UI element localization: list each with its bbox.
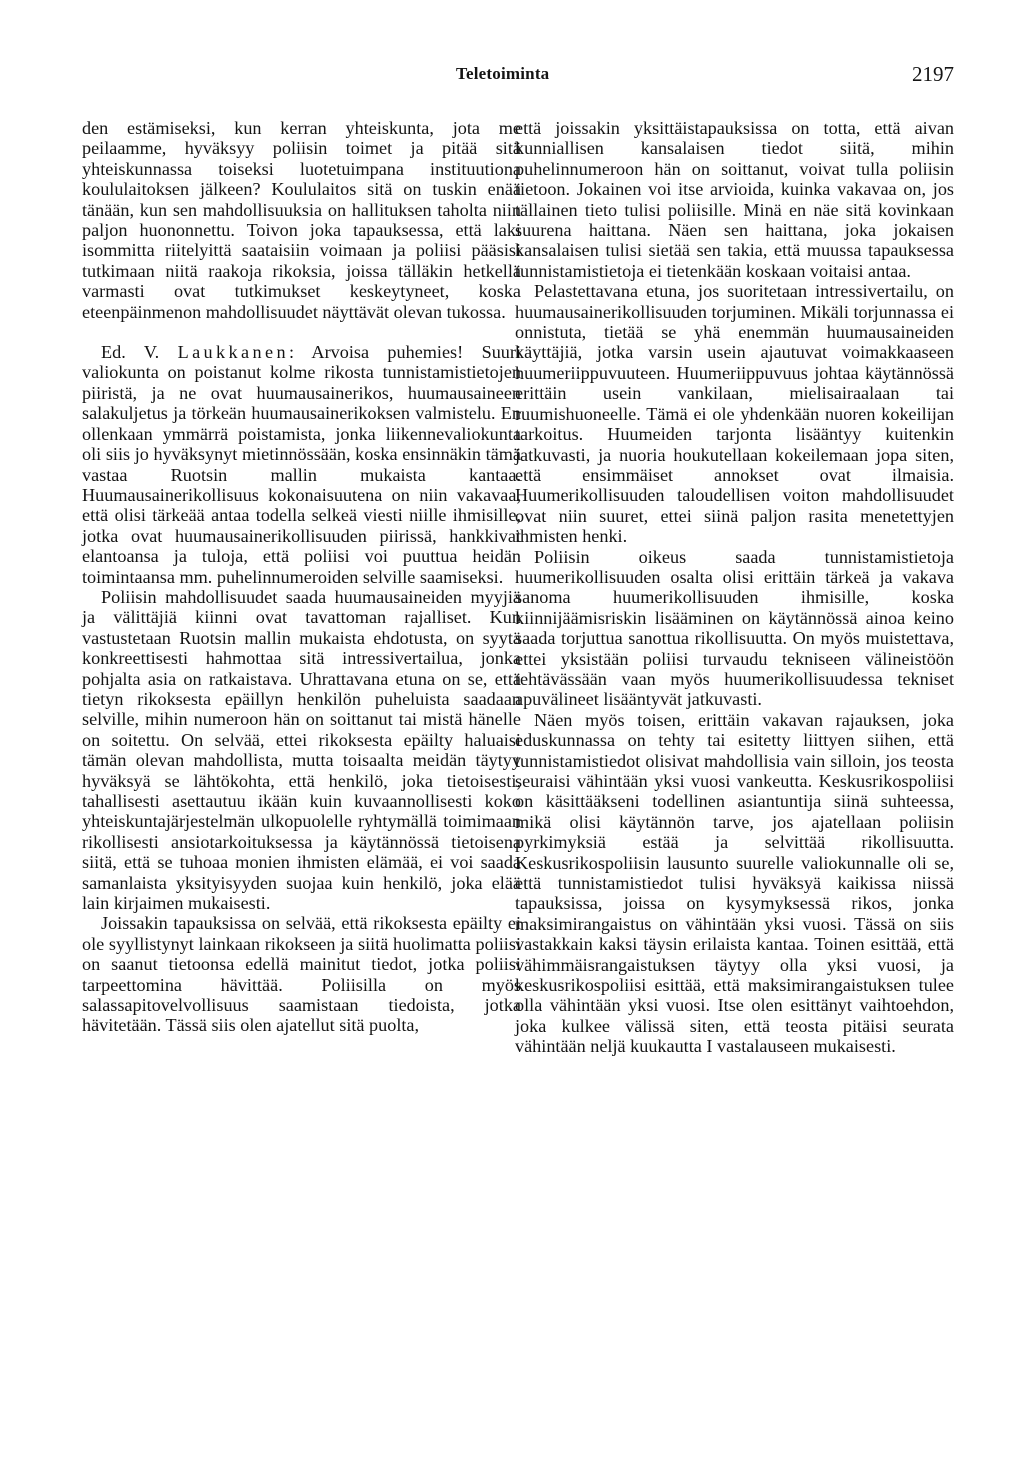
paragraph: Näen myös toisen, erittäin vakavan rajauksen, joka eduskunnassa on tehty tai esitetty liittyen siihen, että tunnistamistiedot olisivat mahdollisia vain silloin, jos teosta seuraisi vähintään yksi vuosi vankeutta. Keskusrikospoliisi on käsittääkseni todellinen asiantuntija siinä suhteessa, mikä olisi käytännön tarve, jos ajatellaan poliisin pyrkimyksiä estää ja selvittää rikollisuutta. Keskusrikospoliisin lausunto suurelle valiokunnalle oli se, että tunnistamistiedot tulisi hyväksyä kaikissa niissä tapauksissa, joissa on kysymyksessä rikos, jonka maksimirangaistus on vähintään yksi vuosi. Tässä on siis vastakkain kaksi täysin erilaista kantaa. Toinen esittää, että vähimmäisrangaistuksen täytyy olla yksi vuosi, ja keskusrikospoliisi esittää, että maksimirangaistuksen tulee olla vähintään yksi vuosi. Itse olen esittänyt vaihtoehdon, joka kulkee välissä siten, että teosta pitäisi seurata vähintään neljä kuukautta I vastalauseen mukaisesti. <box>515 709 954 1057</box>
left-column <box>82 118 521 1036</box>
page-number: 2197 <box>912 62 954 86</box>
speaker-prefix: Ed. V. <box>101 342 178 363</box>
running-header-title: Teletoiminta <box>456 64 550 83</box>
paragraph: Pelastettavana etuna, jos suoritetaan intressivertailu, on huumausainerikollisuuden torjuminen. Mikäli torjunnassa ei onnistuta, tietää se yhä enemmän huumausaineiden käyttäjiä, jotka varsin usein ajautuvat voimakkaaseen huumeriippuvuuteen. Huumeriippuvuus johtaa käytännössä erittäin usein vankilaan, mielisairaalaan tai ruumishuoneelle. Tämä ei ole yhdenkään nuoren kokeilijan tarkoitus. Huumeiden tarjonta lisääntyy kuitenkin jatkuvasti, ja nuoria houkutellaan kokeilemaan jopa siten, että ensimmäiset annokset ovat ilmaisia. Huumerikollisuuden taloudellisen voiton mahdollisuudet ovat niin suuret, ettei siinä paljon rasita menetettyjen ihmisten henki. <box>515 281 954 547</box>
speech-text: : Arvoisa puhemies! Suuri valiokunta on poistanut kolme rikosta tunnistamistietojen piiristä, ja ne ovat huumausainerikos, huumausaineen salakuljetus ja törkeän huumausainerikoksen valmistelu. En ollenkaan ymmärrä poistamista, jonka liikennevaliokunta oli siis jo hyväksynyt mietinnössään, koska ensinnäkin tämä vastaa Ruotsin mallin mukaista kantaa. Huumausainerikollisuus kokonaisuutena on niin vakavaa, että olisi tärkeää antaa todella selkeä viesti niille ihmisille, jotka ovat huumausainerikollisuuden piirissä, hankkivat elantoansa ja tuloja, että poliisi voi puuttua heidän toimintaansa mm. puhelinnumeroiden selville saamiseksi. <box>82 342 521 587</box>
speaker-paragraph <box>82 342 521 587</box>
paragraph: että joissakin yksittäistapauksissa on totta, että aivan kunniallisen kansalaisen tiedot siitä, mihin puhelinnumeroon hän on soittanut, voivat tulla poliisin tietoon. Jokainen voi itse arvioida, kuinka vakavaa on, jos tällainen tieto tulisi poliisille. Minä en näe sitä kovinkaan suurena haittana. Näen sen haittana, joka jokaisen kansalaisen tulisi sietää sen takia, että muussa tapauksessa tunnistamistietoja ei tietenkään koskaan voitaisi antaa. <box>515 118 954 281</box>
speaker-name: Laukkanen <box>177 342 289 363</box>
paragraph: Poliisin mahdollisuudet saada huumausaineiden myyjiä ja välittäjiä kiinni ovat tavattoman rajalliset. Kun vastustetaan Ruotsin mallin mukaista ehdotusta, on syytä konkreettisesti hahmottaa sitä intressivertailua, jonka pohjalta asia on ratkaistava. Uhrattavana etuna on se, että tietyn rikoksesta epäillyn henkilön puheluista saadaan selville, mihin numeroon hän on soittanut tai mistä hänelle on soitettu. On selvää, ettei rikoksesta epäilty haluaisi tämän olevan mahdollista, mutta toisaalta meidän täytyy hyväksyä se lähtökohta, että henkilö, joka tietoisesti, tahallisesti asettautuu ikään kuin kuvaannollisesti koko yhteiskuntajärjestelmän ulkopuolelle ryhtymällä toimimaan rikollisesti ansiotarkoituksessa ja käytännössä tietoisena siitä, että se tuhoaa monien ihmisten elämää, ei voi saada samanlaista yksityisyyden suojaa kuin henkilö, joka elää lain kirjaimen mukaisesti. <box>82 586 521 914</box>
paragraph: Poliisin oikeus saada tunnistamistietoja huumerikollisuuden osalta olisi erittäin tärkeä ja vakava sanoma huumerikollisuuden ihmisille, koska kiinnijäämisriskin lisääminen on käytännössä ainoa keino saada torjuttua sanottua rikollisuutta. On myös muistettava, ettei yksistään poliisi turvaudu tekniseen välineistöön tehtävässään vaan myös huumerikollisuudessa tekniset apuvälineet lisääntyvät jatkuvasti. <box>515 546 954 710</box>
paragraph: den estämiseksi, kun kerran yhteiskunta, jota me peilaamme, hyväksyy poliisin toimet ja pitää sitä yhteiskunnassa toiseksi luotetuimpana instituutiona koululaitoksen jälkeen? Koululaitos sitä on tuskin enää tänään, kun sen mahdollisuuksia on hallituksen taholta niin paljon huononnettu. Toivon joka tapauksessa, että laki isommitta riitelyittä saataisiin voimaan ja poliisi pääsisi tutkimaan niitä raakoja rikoksia, joissa tälläkin hetkellä varmasti ovat tutkimukset keskeytyneet, koska eteenpäinmenon mahdollisuudet näyttävät olevan tukossa. <box>82 118 521 322</box>
right-column <box>515 118 954 1057</box>
paragraph: Joissakin tapauksissa on selvää, että rikoksesta epäilty ei ole syyllistynyt lainkaan rikokseen ja siitä huolimatta poliisi on saanut tietoonsa edellä mainitut tiedot, jotka poliisi tarpeettomina hävittää. Poliisilla on myös salassapitovelvollisuus saamistaan tiedoista, jotka hävitetään. Tässä siis olen ajatellut sitä puolta, <box>82 913 521 1036</box>
page-header <box>0 62 1024 92</box>
